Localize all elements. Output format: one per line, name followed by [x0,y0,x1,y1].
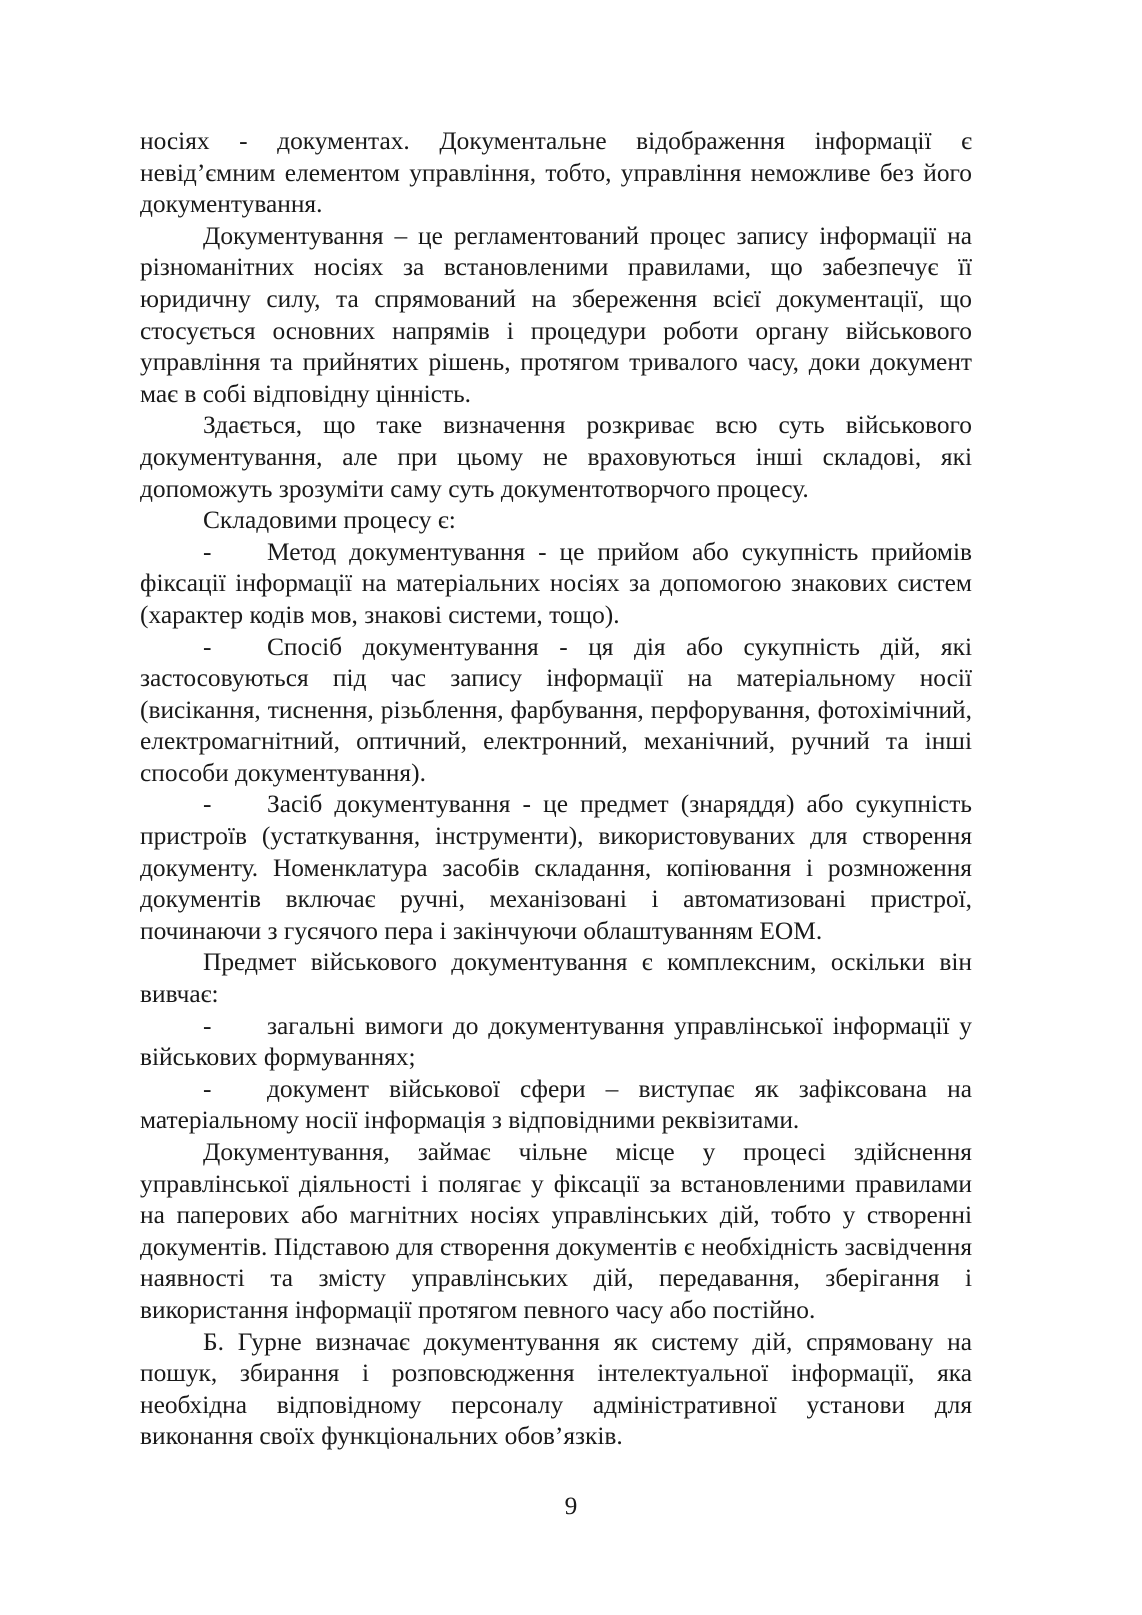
list-item-text: документ військової сфери – виступає як зафіксована на матеріальному носії інформація з відповідними реквізитами. [140,1074,972,1135]
list-item-requirements [140,1011,972,1074]
paragraph-definition: Документування – це регламентований процес запису інформації на різноманітних носіях за встановленими правилами, що забезпечує її юридичну силу, та спрямований на збереження всієї документації, що стосується основних напрямів і процедури роботи органу військового управління та прийнятих рішень, протягом тривалого часу, доки документ має в собі відповідну цінність. [140,221,972,408]
paragraph-gurne-definition: Б. Гурне визначає документування як систему дій, спрямовану на пошук, збирання і розповсюдження інтелектуальної інформації, яка необхідна відповідному персоналу адміністративної установи для виконання своїх функціональних обов’язків. [140,1327,972,1451]
page-body-text [140,126,972,1453]
list-item-text: Засіб документування - це предмет (знаряддя) або сукупність пристроїв (устаткування, інструменти), використовуваних для створення документу. Номенклатура засобів складання, копіювання і розмноження документів включає ручні, механізовані і автоматизовані пристрої, починаючи з гусячого пера і закінчуючи облаштуванням ЕОМ. [140,790,972,945]
paragraph-commentary: Здається, що таке визначення розкриває всю суть військового документування, але при цьому не враховуються інші складові, які допоможуть зрозуміти саму суть документотворчого процесу. [140,411,972,503]
page-number: 9 [564,1492,578,1520]
list-dash: - [203,632,212,661]
list-dash: - [203,537,212,566]
paragraph-continuation: носіях - документах. Документальне відображення інформації є невід’ємним елементом управління, тобто, управління неможливе без його документування. [140,127,972,219]
paragraph-subject: Предмет військового документування є комплексним, оскільки він вивчає: [140,948,972,1009]
list-item-military-document [140,1074,972,1137]
paragraph-components-intro: Складовими процесу є: [203,506,456,535]
list-item-text: загальні вимоги до документування управлінської інформації у військових формуваннях; [140,1011,972,1072]
list-item-text: Спосіб документування - ця дія або сукупність дій, які застосовуються під час запису інформації на матеріальному носії (висікання, тиснення, різьблення, фарбування, перфорування, фотохімічний, електромагнітний, оптичний, електронний, механічний, ручний та інші способи документування). [140,632,972,787]
list-item-method [140,537,972,632]
list-item-means [140,789,972,947]
list-item-text: Метод документування - це прийом або сукупність прийомів фіксації інформації на матеріальних носіях за допомогою знакових систем (характер кодів мов, знакові системи, тощо). [140,537,972,629]
list-dash: - [203,790,212,819]
list-item-way [140,632,972,790]
list-dash: - [203,1074,212,1103]
paragraph-documenting-role: Документування, займає чільне місце у процесі здійснення управлінської діяльності і полягає у фіксації за встановленими правилами на паперових або магнітних носіях управлінських дій, тобто у створенні документів. Підставою для створення документів є необхідність засвідчення наявності та змісту управлінських дій, передавання, зберігання і використання інформації протягом певного часу або постійно. [140,1138,972,1324]
list-dash: - [203,1011,212,1040]
